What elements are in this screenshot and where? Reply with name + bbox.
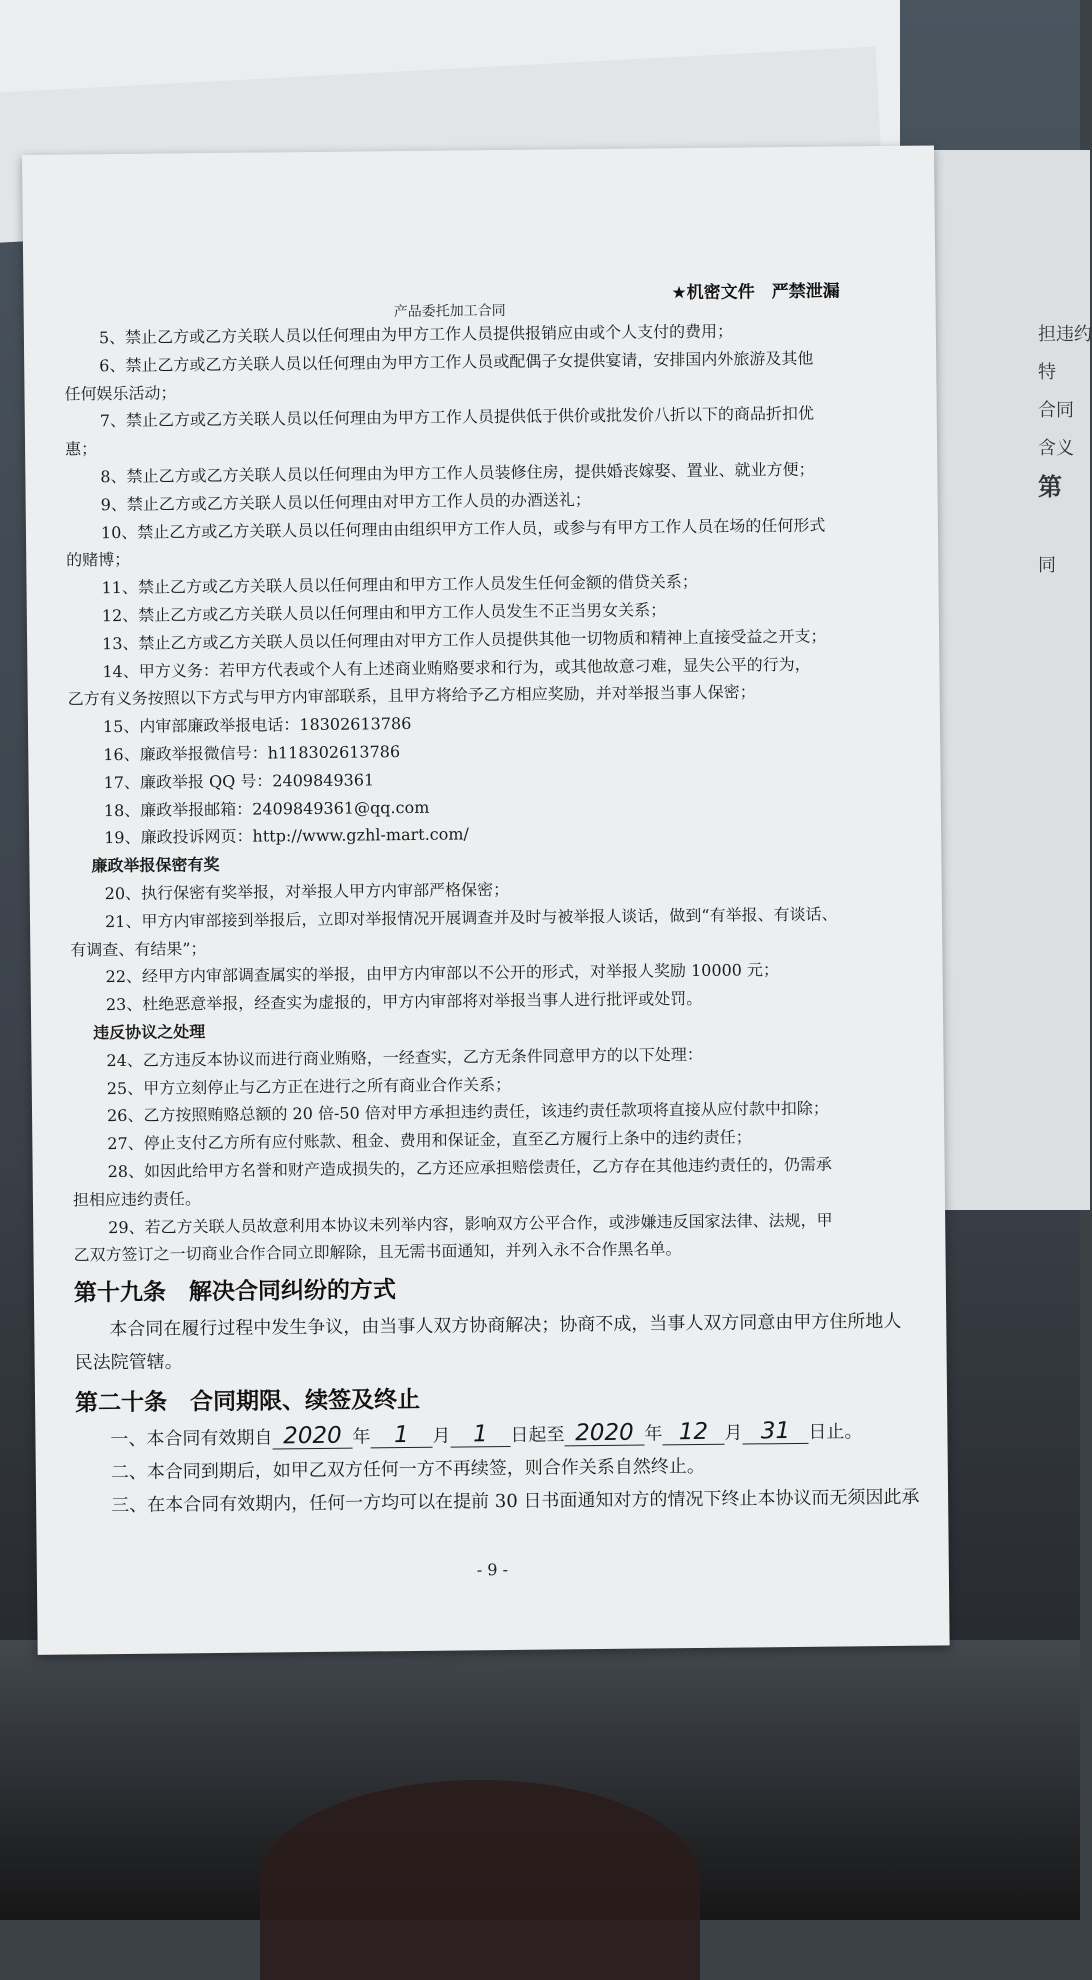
page-number: - 9 -	[476, 1559, 509, 1580]
clause-line: 乙双方签订之一切商业合作合同立即解除，且无需书面通知，并列入永不合作黑名单。	[73, 1239, 682, 1265]
day-label: 日起至	[510, 1424, 565, 1447]
clause-line: 21、甲方内审部接到举报后，立即对举报情况开展调查并及时与被举报人谈话，做到“有举报、有谈话、	[104, 904, 838, 931]
end-year-handwritten: 2020	[564, 1421, 644, 1447]
month-label: 月	[432, 1425, 451, 1447]
year-label: 年	[644, 1423, 663, 1445]
clause-line: 28、如因此给甲方名誉和财产造成损失的，乙方还应承担赔偿责任，乙方存在其他违约责任的，仍需承	[107, 1154, 833, 1182]
article-19-text: 民法院管辖。	[74, 1351, 183, 1374]
clause-line: 24、乙方违反本协议而进行商业贿赂，一经查实，乙方无条件同意甲方的以下处理：	[106, 1044, 703, 1070]
article-19-title: 第十九条 解决合同纠纷的方式	[73, 1277, 397, 1307]
clause-line: 7、禁止乙方或乙方关联人员以任何理由为甲方工作人员提供低于供价或批发价八折以下的商品折扣优	[99, 404, 815, 431]
start-month-handwritten: 1	[370, 1423, 432, 1449]
website-line: 19、廉政投诉网页：http://www.gzhl-mart.com/	[104, 824, 469, 848]
clause-line: 20、执行保密有奖举报，对举报人甲方内审部严格保密；	[104, 879, 510, 904]
article-19-text: 本合同在履行过程中发生争议，由当事人双方协商解决；协商不成，当事人双方同意由甲方住所地人	[109, 1310, 902, 1341]
clause-line: 惠；	[64, 439, 98, 459]
hotline-line: 15、内审部廉政举报电话：18302613786	[102, 714, 412, 737]
clause-line: 13、禁止乙方或乙方关联人员以任何理由对甲方工作人员提供其他一切物质和精神上直接受益之开支；	[102, 626, 827, 653]
clause-line: 26、乙方按照贿赂总额的 20 倍-50 倍对甲方承担违约责任，该违约责任款项将直接从应付款中扣除；	[106, 1098, 829, 1126]
clause-line: 12、禁止乙方或乙方关联人员以任何理由和甲方工作人员发生不正当男女关系；	[101, 600, 667, 626]
month-label: 月	[724, 1422, 743, 1444]
clause-line: 25、甲方立刻停止与乙方正在进行之所有商业合作关系；	[106, 1074, 512, 1098]
document-title: 产品委托加工合同	[393, 302, 506, 321]
clause-line: 22、经甲方内审部调查属实的举报，由甲方内审部以不公开的形式，对举报人奖励 10000 元；	[105, 960, 780, 987]
clause-line: 27、停止支付乙方所有应付账款、租金、费用和保证金，直至乙方履行上条中的违约责任；	[107, 1127, 752, 1154]
article-20-title: 第二十条 合同期限、续签及终止	[74, 1386, 421, 1417]
clause-line: 14、甲方义务：若甲方代表或个人有上述商业贿赂要求和行为，或其他故意刁难，显失公平的行为，	[102, 654, 811, 681]
clause-line: 11、禁止乙方或乙方关联人员以任何理由和甲方工作人员发生任何金额的借贷关系；	[101, 572, 698, 598]
clause-line: 乙方有义务按照以下方式与甲方内审部联系，且甲方将给予乙方相应奖励，并对举报当事人保密；	[67, 682, 756, 709]
clause-line: 10、禁止乙方或乙方关联人员以任何理由由组织甲方工作人员，或参与有甲方工作人员在场的任何形式	[100, 515, 826, 542]
wechat-line: 16、廉政举报微信号：h118302613786	[103, 742, 401, 765]
clause-line: 6、禁止乙方或乙方关联人员以任何理由为甲方工作人员或配偶子女提供宴请，安排国内外旅游及其他	[99, 348, 814, 375]
clause-line: 任何娱乐活动；	[64, 382, 177, 404]
adjacent-page	[930, 150, 1090, 1210]
clause-line: 有调查、有结果”；	[70, 938, 207, 960]
qq-line: 17、廉政举报 QQ 号：2409849361	[103, 770, 375, 792]
hand	[260, 1780, 700, 1980]
end-month-handwritten: 12	[662, 1420, 724, 1446]
clause-line: 9、禁止乙方或乙方关联人员以任何理由对甲方工作人员的办酒送礼；	[100, 489, 591, 514]
year-label: 年	[352, 1426, 371, 1448]
adjacent-page-text: 担违约 特 合同 含义 第 同	[1038, 324, 1092, 576]
end-day-handwritten: 31	[742, 1419, 808, 1445]
clause-line: 23、杜绝恶意举报，经查实为虚报的，甲方内审部将对举报当事人进行批评或处罚。	[105, 989, 703, 1015]
contract-page	[22, 145, 950, 1654]
start-day-handwritten: 1	[450, 1422, 510, 1448]
term-item-3: 三、在本合同有效期内，任何一方均可以在提前 30 日书面通知对方的情况下终止本协议而无须因此承	[111, 1486, 920, 1517]
clause-line: 8、禁止乙方或乙方关联人员以任何理由为甲方工作人员装修住房，提供婚丧嫁娶、置业、就业方便；	[100, 459, 815, 487]
clause-line: 的赌博；	[66, 550, 131, 570]
start-year-handwritten: 2020	[272, 1424, 352, 1450]
contract-body	[64, 316, 920, 1523]
clause-line: 29、若乙方关联人员故意利用本协议未列举内容，影响双方公平合作，或涉嫌违反国家法律、法规，甲	[108, 1210, 833, 1237]
confidential-mark: ★机密文件 严禁泄漏	[671, 281, 840, 304]
email-line: 18、廉政举报邮箱：2409849361@qq.com	[103, 797, 430, 820]
clause-line: 担相应违约责任。	[72, 1188, 202, 1210]
term-prefix: 一、本合同有效期自	[110, 1427, 273, 1451]
day-label: 日止。	[808, 1421, 863, 1443]
subheading-reward: 廉政举报保密有奖	[91, 855, 220, 876]
subheading-breach: 违反协议之处理	[93, 1022, 206, 1043]
term-item-2: 二、本合同到期后，如甲乙双方任何一方不再续签，则合作关系自然终止。	[110, 1456, 705, 1484]
clause-line: 5、禁止乙方或乙方关联人员以任何理由为甲方工作人员提供报销应由或个人支付的费用；	[98, 321, 734, 348]
